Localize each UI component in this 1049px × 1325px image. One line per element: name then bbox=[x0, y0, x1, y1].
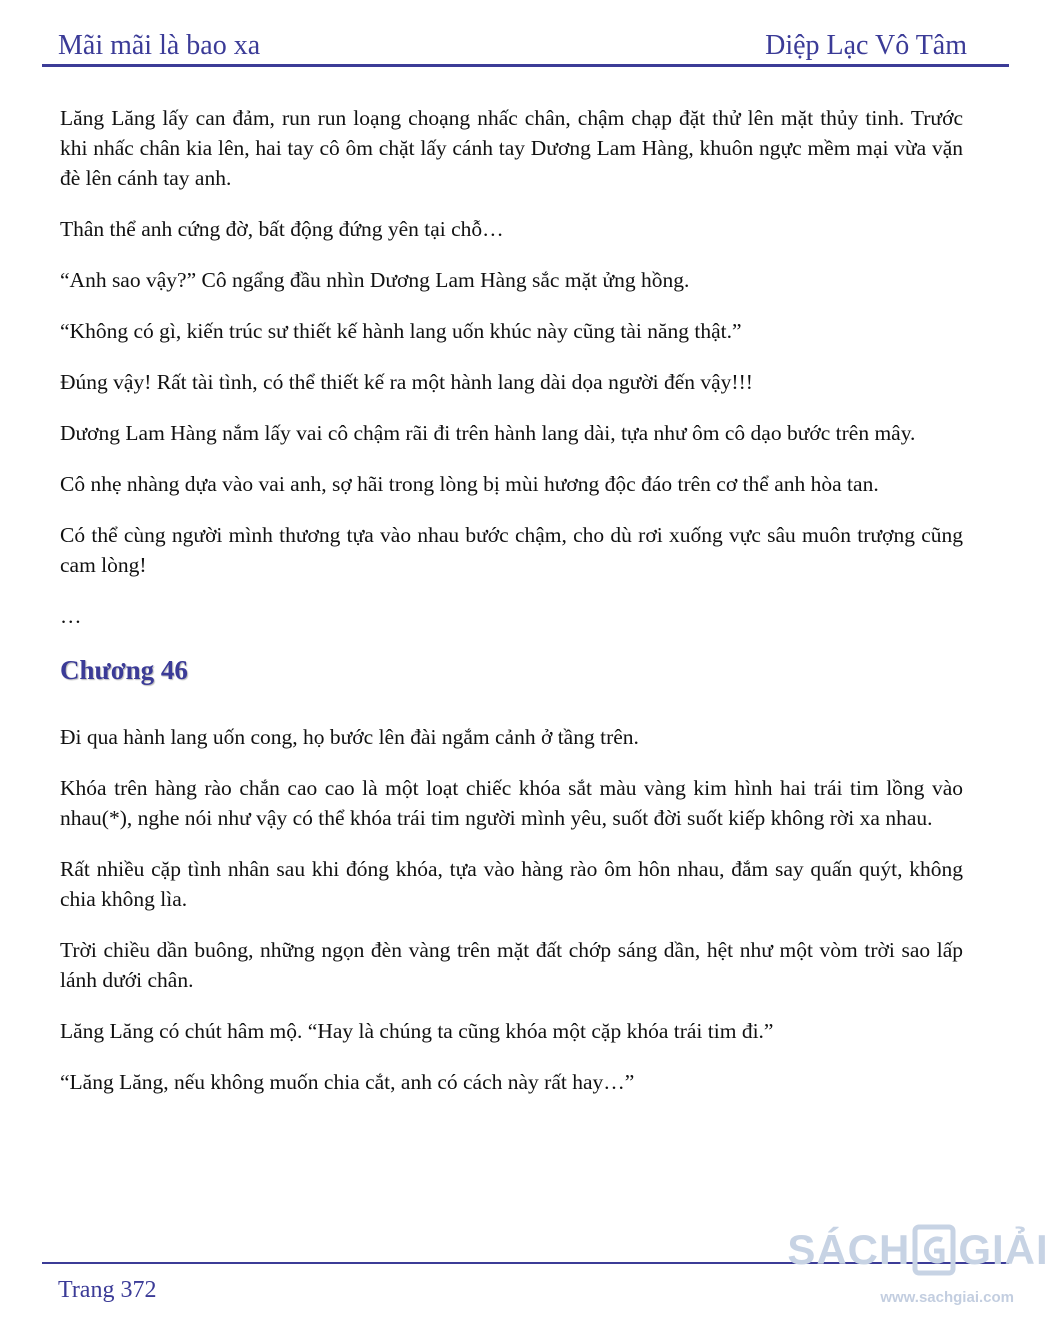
watermark-logo-left: SÁCH bbox=[787, 1226, 911, 1273]
paragraph: “Anh sao vậy?” Cô ngẩng đầu nhìn Dương Lam Hàng sắc mặt ửng hồng. bbox=[60, 268, 690, 292]
paragraph: “Lăng Lăng, nếu không muốn chia cắt, anh có cách này rất hay…” bbox=[60, 1070, 635, 1094]
paragraph: Lăng Lăng có chút hâm mộ. “Hay là chúng ta cũng khóa một cặp khóa trái tim đi.” bbox=[60, 1019, 774, 1043]
paragraph: Cô nhẹ nhàng dựa vào vai anh, sợ hãi trong lòng bị mùi hương độc đáo trên cơ thể anh hòa tan. bbox=[60, 472, 879, 496]
paragraph: Dương Lam Hàng nắm lấy vai cô chậm rãi đi trên hành lang dài, tựa như ôm cô dạo bước trên mây. bbox=[60, 421, 916, 445]
page-number: Trang 372 bbox=[58, 1277, 157, 1303]
watermark-url: www.sachgiai.com bbox=[880, 1289, 1014, 1306]
paragraph: Lăng Lăng lấy can đảm, run run loạng choạng nhấc chân, chậm chạp đặt thử lên mặt thủy tinh. Trước khi nhấc chân kia lên, hai tay cô ôm chặt lấy cánh tay Dương Lam Hàng, khuôn ngực mềm mại vừa vặn đè lên cánh tay anh. bbox=[60, 106, 963, 190]
header-divider bbox=[42, 64, 1009, 67]
author-name: Diệp Lạc Vô Tâm bbox=[765, 30, 967, 61]
paragraph: Khóa trên hàng rào chắn cao cao là một loạt chiếc khóa sắt màu vàng kim hình hai trái tim lồng vào nhau(*), nghe nói như vậy có thể khóa trái tim người mình yêu, suốt đời suốt kiếp không rời xa nhau. bbox=[60, 776, 963, 830]
ellipsis-separator: … bbox=[60, 604, 82, 628]
paragraph: Trời chiều dần buông, những ngọn đèn vàng trên mặt đất chớp sáng dần, hệt như một vòm trời sao lấp lánh dưới chân. bbox=[60, 938, 963, 992]
paragraph: Đúng vậy! Rất tài tình, có thể thiết kế ra một hành lang dài dọa người đến vậy!!! bbox=[60, 370, 753, 394]
page-header bbox=[58, 24, 967, 64]
paragraph: “Không có gì, kiến trúc sư thiết kế hành lang uốn khúc này cũng tài năng thật.” bbox=[60, 319, 742, 343]
paragraph: Đi qua hành lang uốn cong, họ bước lên đài ngắm cảnh ở tầng trên. bbox=[60, 725, 639, 749]
paragraph: Rất nhiều cặp tình nhân sau khi đóng khóa, tựa vào hàng rào ôm hôn nhau, đắm say quấn quýt, không chia không lìa. bbox=[60, 857, 963, 911]
paragraph: Có thể cùng người mình thương tựa vào nhau bước chậm, cho dù rơi xuống vực sâu muôn trượng cũng cam lòng! bbox=[60, 523, 963, 577]
watermark-logo-right: GIẢI bbox=[958, 1226, 1049, 1273]
paragraph: Thân thể anh cứng đờ, bất động đứng yên tại chỗ… bbox=[60, 217, 504, 241]
book-title: Mãi mãi là bao xa bbox=[58, 30, 261, 61]
watermark bbox=[787, 1222, 1049, 1322]
book-icon bbox=[912, 1224, 956, 1276]
watermark-logo bbox=[787, 1222, 1049, 1278]
page-body bbox=[60, 103, 963, 1118]
chapter-heading: Chương 46 bbox=[60, 655, 188, 685]
